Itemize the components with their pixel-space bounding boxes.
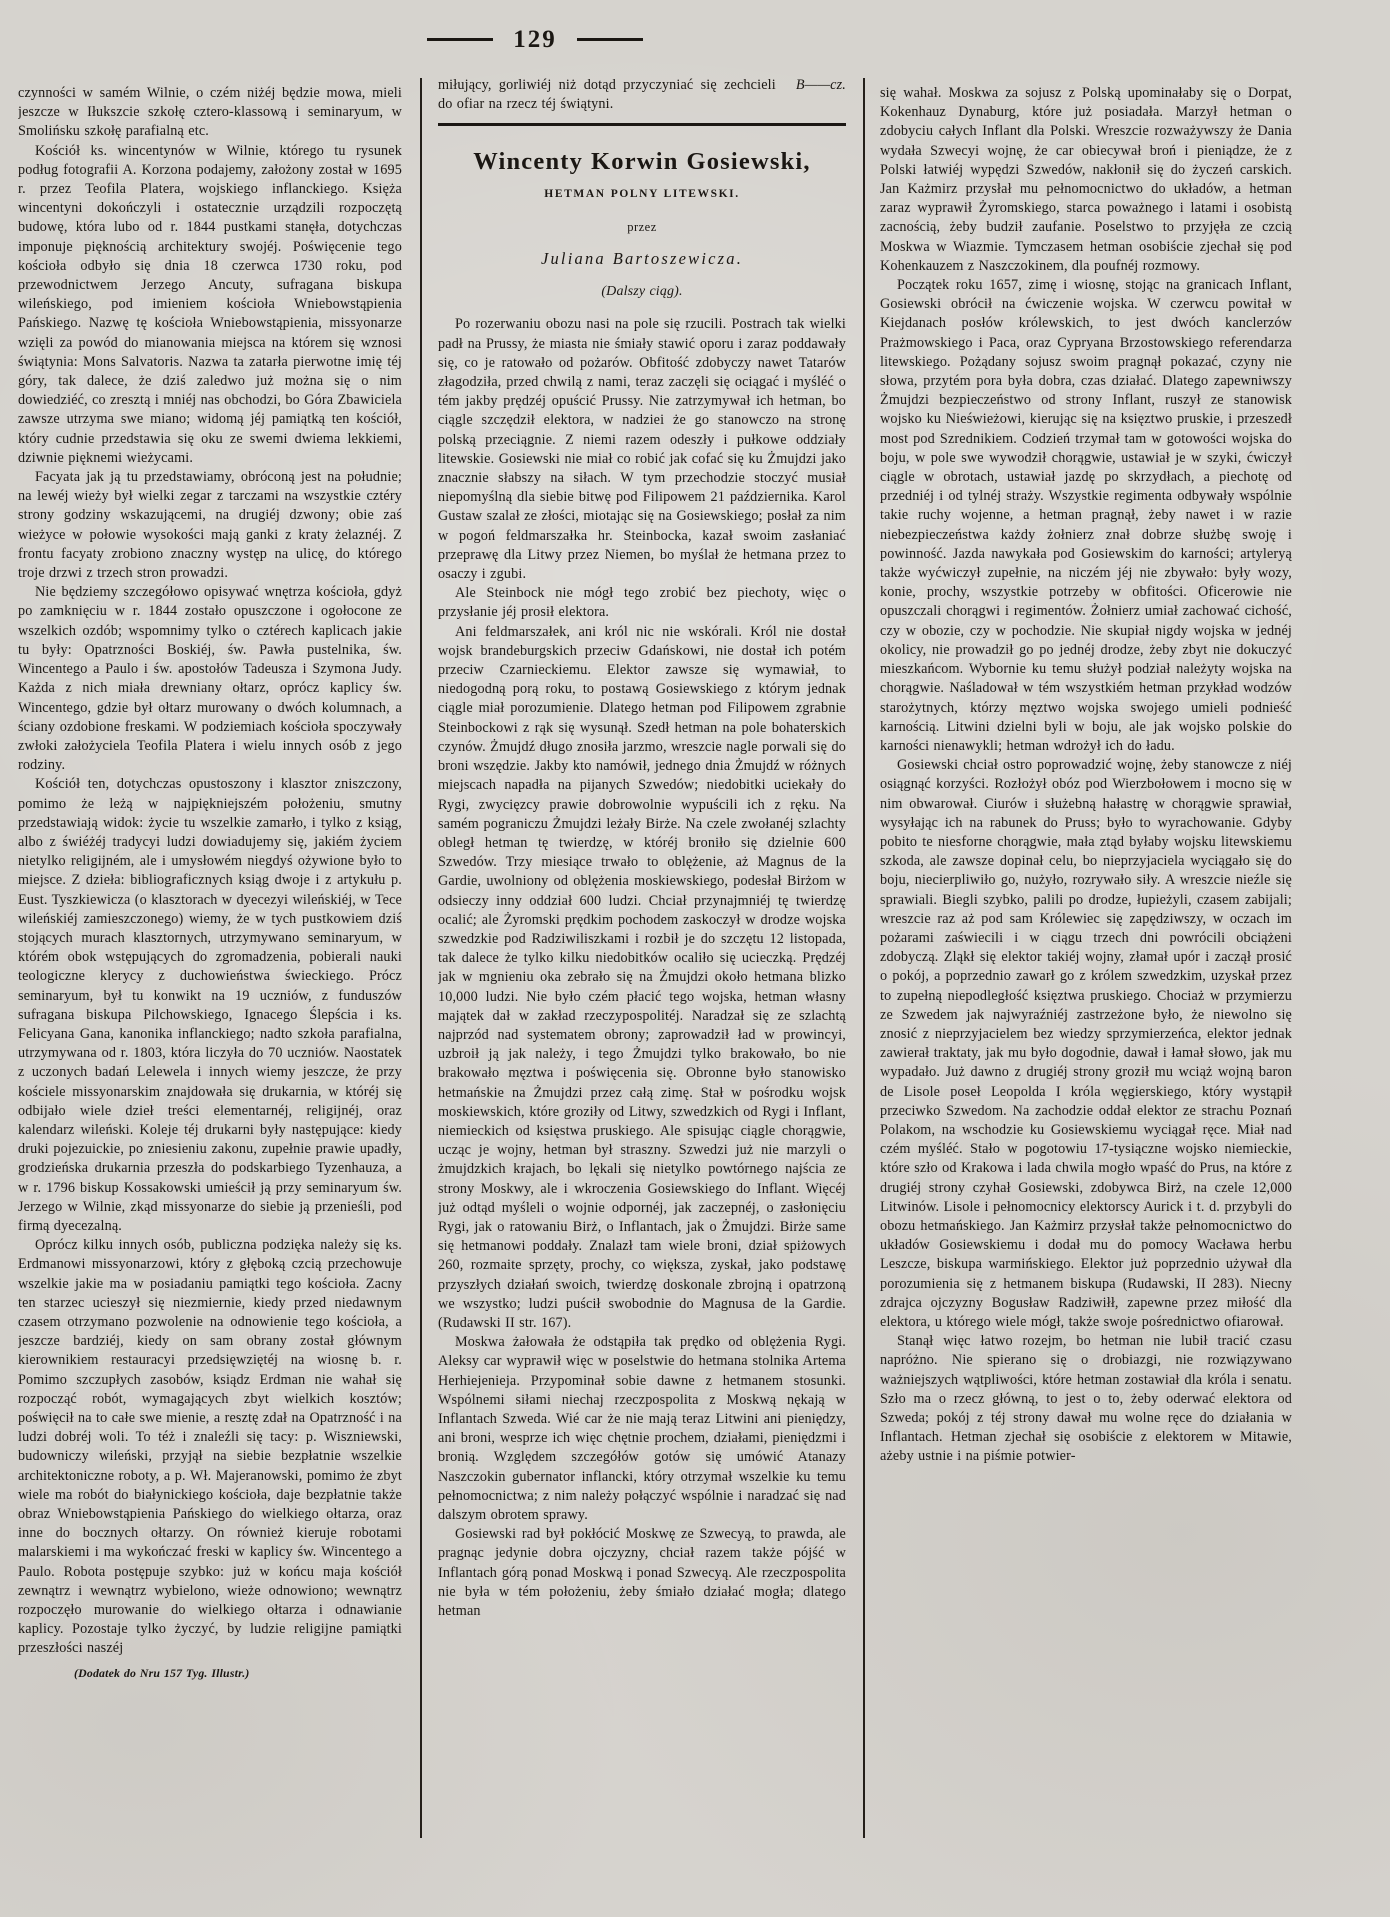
paragraph: Ale Steinbock nie mógł tego zrobić bez piechoty, więc o przysłanie jéj prosił elektora. bbox=[438, 585, 846, 621]
middle-column-paragraphs bbox=[438, 315, 846, 1621]
paragraph: Gosiewski rad był pokłócić Moskwę ze Szwecyą, to prawda, ale pragnąc jedynie dobra ojczyzny, chciał razem także pójść w Inflantach górą ponad Moskwą i ponad Szwecyą. Ale rzeczpospolita nie była w tém położeniu, żeby śmiało działać mogła; dlatego hetman bbox=[438, 1526, 846, 1620]
paragraph: Moskwa żałowała że odstąpiła tak prędko od oblężenia Rygi. Aleksy car wyprawił więc w poselstwie do hetmana stolnika Artema Herhiejenieja. Przypominał sobie dawne z hetmanem stosunki. Wspólnemi siłami niechaj rzeczpospolita z Moskwą nękają w Inflantach Szweda. Wié car że nie mają teraz Litwini ani pieniędzy, ani broni, wesprze ich więc chętnie prochem, działami, pieniędzmi i bronią. Względem szczegółów gotów się umówić Atanazy Naszczokin gubernator inflancki, który otrzymał wszelkie ku temu pełnomocnictwa; z nim należy połączyć wspólnie i naradzać się nad dalszym obrotem sprawy. bbox=[438, 1334, 846, 1524]
article-title: Wincenty Korwin Gosiewski, bbox=[473, 148, 811, 176]
header-dash-right bbox=[577, 38, 643, 41]
intro-text: miłujący, gorliwiéj niż dotąd przyczyniać się zechcieli do ofiar na rzecz téj świątyni. bbox=[438, 77, 776, 113]
paragraph: Ani feldmarszałek, ani król nic nie wskórali. Król nie dostał wojsk brandeburgskich przeciw Gdańskowi, nie dostał ich potém przeciw Czarnieckiemu. Elektor zawsze się wymawiał, to niedogodną porą roku, to postawą Gosiewskiego z którym jednak ciągle miał porozumienie. Dlatego hetman pod Filipowem zgrabnie Steinbockowi z rąk się wysunął. Szedł hetman na pole bohaterskich czynów. Żmujdź długo znosiła jarzmo, wreszcie nagle porwali się do broni wszędzie. Jakby kto namówił, jednego dnia Żmujdź w różnych miejscach napadła na pijanych Szwedów; niedobitki uciekały do Rygi, zwycięzcy prawie dobrowolnie wypuścili ich z ręku. Na samém pograniczu Żmujdzi leżały Birże. Na czele zwołanéj szlachty obległ hetman tę twierdzę, w któréj broniło się dzielnie 600 Szwedów. Trzy miesiące trwało to oblężenie, aż Magnus de la Gardie, uwolniony od oblężenia moskiewskiego, podesłał Birżom w odsieczy inny oddział 600 ludzi. Chciał przynajmniéj tę twierdzę ocalić; ale Żyromski prędkim pochodem zaskoczył w drodze wojska szwedzkie pod Radziwiliszkami i rozbił je do szczętu 12 listopada, tak dalece że tylko kilku niedobitków ocaliło się ucieczką. Prędzéj jak w mgnieniu oka zebrało się na Żmujdzi około hetmana blizko 10,000 ludzi. Nie było czém płacić tego wojska, hetman własny majątek dał w zakład rzeczypospolitéj. Naradzał się ze szlachtą najprzód nad systematem obrony; zaprowadził ład w prowincyi, uzbroił ją jak należy, i tego Żmujdzi tylko brakowało, bo nie brakowało męztwa i poświęcenia się. Obronne było stanowisko hetmańskie na Żmujdzi przez całą zimę. Stał w pośrodku wojsk moskiewskich, które groziły od Litwy, szwedzkich od Rygi i Inflant, niemieckich od księstwa pruskiego. Ale spisując ciągle chorągwie, ucząc je wojny, hetman był straszny. Szwedzi już nie marzyli o żmujdzkich krajach, bo lękali się nietylko powtórnego najścia ze strony Moskwy, ale i wkroczenia Gosiewskiego do Inflant. Więcéj już odtąd myśleli o wojnie odpornéj, jak zaczepnéj, o zasłonięciu Rygi, jak o ratowaniu Birż, o Inflantach, jak o Żmujdzi. Birże same się hetmanowi poddały. Znalazł tam wiele broni, dział spiżowych 260, rozmaite sprzęty, prochy, co większa, zyskał, jako podstawę przyszłych działań swoich, twierdzę doskonale zbrojną i opatrzoną we wszystko; ludzi puścił swobodnie do Magnusa de la Gardie. (Rudawski II str. 167). bbox=[438, 623, 846, 1331]
column-divider-left bbox=[420, 78, 422, 1838]
paragraph: Początek roku 1657, zimę i wiosnę, stojąc na granicach Inflant, Gosiewski obrócił na ćwiczenie wojska. W czerwcu powitał w Kiejdanach posłów królewskich, to jest dwóch kanclerzów Prażmowskiego i Paca, oraz Cypryana Brzostowskiego referendarza litewskiego. Pożądany sojusz swoim pragnął pokazać, czyny nie słowa, przytém pora była dobra, czas działać. Dlatego zapewniwszy Żmujdzi bezpieczeństwo od strony Inflant, ruszył ze stanowisk wojsko ku Nieświeżowi, kierując się na księztwo pruskie, i przeszedł most pod Szrednikiem. Codzień trzymał tam w gotowości wojska do boju, w pole swe wywodził chorągwie, ustawiał je w szyki, ćwiczył ciągle w obrotach, ustawiał jazdę po skrzydłach, a piechotę od przedniéj i od tylnéj straży. Wszystkie regimenta odbywały wspólnie takie ruchy wojenne, a hetman pragnął, żeby nawet i w razie niebezpieczeństwa każdy żołnierz znał dobrze służbę swoję i powinność. Jazda nawykała pod Gosiewskim do karności; artyleryą także wyćwiczył zupełnie, na niczém jéj nie zbywało: były wozy, konie, prochy, wszystkie potrzeby w obfitości. Oficerowie nie opuszczali chorągwi i regimentów. Żołnierz umiał zachować cichość, czy w obozie, czy w pochodzie. Nie skupiał nigdy wojska w jednéj okolicy, nie prowadził go po jednéj drodze, żeby zbyt nie dokuczyć mieszkańcom. Wybornie ku temu służył podział należyty wojska na chorągwie. Naśladował w tém wszystkiém hetman przykład wodzów starożytnych, którzy męztwo wojska swojego umieli podnieść karnością. Litwini dzielni byli w boju, ale jak wojsko polskie do karności nienawykli; hetman wdrożył ich do ładu. bbox=[880, 277, 1292, 754]
paragraph: Nie będziemy szczegółowo opisywać wnętrza kościoła, gdyż po zamknięciu w r. 1844 zostało opuszczone i ogołocone ze wszelkich ozdób; wspomnimy tylko o cztérech kaplicach jakie tu były: Opatrzności Boskiéj, św. Pawła pustelnika, św. Wincentego a Paulo i św. apostołów Tadeusza i Szymona Judy. Każda z nich miała drewniany ołtarz, oprócz kaplicy św. Wincentego, gdzie był ołtarz murowany o dwóch kolumnach, a ściany ozdobione freskami. W podziemiach kościoła spoczywały zwłoki założyciela Teofila Platera i wielu innych osób z jego rodziny. bbox=[18, 584, 402, 774]
right-column-paragraphs bbox=[880, 84, 1292, 1467]
paragraph: Stanął więc łatwo rozejm, bo hetman nie lubił tracić czasu napróżno. Nie spierano się o drobiazgi, nie rozwiązywano ważniejszych wątpliwości, które hetman zostawiał dla króla i senatu. Szło ma o rzecz główną, to jest o to, żeby oderwać elektora od Szweda; pokój z téj strony dawał mu wolne ręce do działania w Inflantach. Hetman zjechał się osobiście z elektorem w Mitawie, ażeby ustnie i na piśmie potwier- bbox=[880, 1333, 1292, 1465]
paragraph: Facyata jak ją tu przedstawiamy, obróconą jest na południe; na lewéj wieży był wielki zegar z tarczami na wszystkie cztéry strony godziny wskazującemi, na drugiéj dzwony; obie zaś wieżyce w połowie wysokości mają ganki z kraty żelaznéj. Z frontu facyaty zrobiono znaczny występ na ulicę, do którego troje drzwi z trzech stron prowadzi. bbox=[18, 469, 402, 582]
right-column bbox=[880, 84, 1292, 1844]
article-author: Juliana Bartoszewicza. bbox=[540, 249, 744, 269]
page-number: 129 bbox=[513, 25, 557, 53]
paragraph: Oprócz kilku innych osób, publiczna podzięka należy się ks. Erdmanowi missyonarzowi, który z głęboką czcią przechowuje wszelkie jakie ma w posiadaniu pamiątki tego kościoła. Zacny ten starzec ucieszył się niezmiernie, kiedy przed niedawnym czasem otrzymano pozwolenie na odnowienie tego kościoła, a jeszcze bardziéj, kiedy on sam obrany został głównym kierownikiem restauracyi przedsięwziętéj na wiosnę b. r. Pomimo szczupłych zasobów, ksiądz Erdman nie wahał się rozpocząć robót, wymagających zbyt wielkich kosztów; poświęcił na to całe swe mienie, a resztę zdał na Opatrzność i na ludzi dobréj woli. To téż i znaleźli się tacy: p. Wiszniewski, budowniczy wileński, przyjął na siebie bezpłatnie wszelkie architektoniczne roboty, a p. Wł. Majeranowski, pomimo że zbyt wiele ma robót do białynickiego kościoła, daje bezpłatnie także obraz Wniebowstąpienia Pańskiego do wielkiego ołtarza, oraz inne do bocznych ołtarzy. On również kieruje robotami malarskiemi i ma wykończać freski w kaplicy św. Wincentego a Paulo. Robota postępuje szybko: już w końcu maja kościół zewnątrz i wewnątrz wybielono, wieże odnowiono; wewnątrz rozpoczęło murowanie do wielkiego ołtarza i odnawianie kaplicy. Pozostaje tylko życzyć, by ludzie religijne pamiątki przeszłości naszéj bbox=[18, 1237, 402, 1657]
paragraph: czynności w samém Wilnie, o czém niżéj będzie mowa, mieli jeszcze w Iłukszcie szkołę cztero-klassową i seminaryum, w Smolińsku szkołę parafialną etc. bbox=[18, 85, 402, 140]
page-header bbox=[320, 24, 750, 54]
article-subtitle: HETMAN POLNY LITEWSKI. bbox=[544, 187, 740, 200]
paragraph: Kościół ks. wincentynów w Wilnie, którego tu rysunek podług fotografii A. Korzona podajemy, założony został w 1695 r. przez Teofila Platera, wojskiego inflanckiego. Księża wincentyni dokończyli i ostatecznie urządzili rozpoczętą budowę, która lubo od r. 1844 pustkami stanęła, dotychczas imponuje pięknością architektury swojéj. Poświęcenie tego kościoła odbyło się dnia 18 czerwca 1730 roku, pod przewodnictwem Jerzego Ancuty, sufragana biskupa wileńskiego, pod imieniem kościoła Wniebowstąpienia Pańskiego. Nazwę tę kościoła Wniebowstąpienia, missyonarze wzięli za powód do mianowania miejsca na którem się wznosi świątynia: Mons Salvatoris. Nazwa ta zatarła pierwotne imię téj góry, tak dalece, że dziś zaledwo już można się o nim dowiedziéć, co zresztą i mniéj nas obchodzi, bo Góra Zbawiciela zawsze utrzyma swe miano; widomą jéj pamiątką ten kościół, który cudnie przedstawia się oku ze swemi dwiema lekkiemi, dziwnie pięknemi wieżycami. bbox=[18, 142, 402, 466]
paragraph: Gosiewski chciał ostro poprowadzić wojnę, żeby stanowcze z niéj osiągnąć korzyści. Rozłożył obóz pod Wierzbołowem i mocno się w nim obwarował. Ciurów i służebną hałastrę w chorągwie sprawiał, wysyłając ich na rabunek do Pruss; było to wyrachowanie. Gdyby pobito te niesforne chorągwie, mała ztąd byłaby wojsku litewskiemu szkoda, ale zawsze dopinał celu, bo nieprzyjaciela wyciągało się do boju, niecierpliwiło go, nużyło, rozrywało siły. A wreszcie nieźle się sprawiali. Biegli szybko, palili po drodze, łupieżyli, czasem zabijali; wreszcie raz aż pod sam Królewiec się zapędziwszy, w oczach im pożarami zaświecili i w ciągu trzech dni powrócili obciążeni zdobyczą. Zląkł się elektor takiéj wojny, złamał upór i zaczął prosić o pokój, a poprzednio zawarł go z królem szwedzkim, uzyskał przez to zupełną niepodległość księztwa pruskiego. Chociaż w przymierzu ze Szwedem jak najwyraźniéj zastrzeżone było, że niewolno się znosić z nieprzyjacielem bez wiedzy sprzymierzeńca, elektor jednak zawierał traktaty, jak mu było dogodnie, dawał i łamał słowo, jak mu wypadało. Już dawno z drugiéj strony groził mu wciąż wojną baron de Lisole poseł Leopolda I króla węgierskiego, który wystąpił przeciwko Szwedom. Na zachodzie oddał elektor ze strachu Poznań Polakom, na wschodzie ku Gosiewskiemu wyciągał ręce. Miał nad czém myśléć. Stało w pogotowiu 17-tysiączne wojsko niemieckie, które szło od Krakowa i lada chwila mogło wpaść do Prus, na które z drugiéj strony czyhał Gosiewski, zdobywca Birż, na czele 12,000 Litwinów. Lisole i pełnomocnicy elektorscy Aurick i t. d. przybyli do obozu hetmańskiego. Jan Każmirz przysłał także pełnomocnictwo do układów Gosiewskiemu i dodał mu do pomocy Wacława herbu Leszcze, biskupa warmińskiego. Elektor już poprzednio używał dla porozumienia się z hetmanem biskupa (Rudawski, II 283). Niecny zdrajca ojczyzny Bogusław Radziwiłł, zapewne przez miłość dla elektora, u którego wiele mógł, także swoje pośrednictwo ofiarował. bbox=[880, 757, 1292, 1330]
section-rule bbox=[438, 123, 846, 126]
header-dash-left bbox=[427, 38, 493, 41]
author-signature: B——cz. bbox=[795, 77, 846, 93]
left-column bbox=[18, 84, 402, 1820]
column-divider-right bbox=[863, 78, 865, 1838]
paragraph: się wahał. Moskwa za sojusz z Polską upominałaby się o Dorpat, Kokenhauz Dynaburg, które już posiadała. Marzył hetman o zdobyciu całych Inflant dla Polski. Wreszcie rozważywszy że Dania wydała Szwecyi wojnę, że car obiecywał broń i pieniądze, że z Polski łatwiéj wypędzi Szwedów, nakłonił się do życzeń carskich. Jan Każmirz przysłał mu pełnomocnictwo do układów, a hetman zaraz wyprawił Żyromskiego, starca poważnego i latami i osobistą zacnością, żeby budził zaufanie. Poselstwo to przyjęła ze czcią Moskwa w Wiazmie. Tymczasem hetman osobiście zjechał się pod Kohenkauzem z Naszczokinem, dla poufnéj rozmowy. bbox=[880, 85, 1292, 274]
left-column-paragraphs bbox=[18, 84, 402, 1659]
intro-continuation-paragraph bbox=[438, 76, 846, 114]
article-title-block bbox=[438, 148, 846, 301]
paragraph: Kościół ten, dotychczas opustoszony i klasztor zniszczony, pomimo że leżą w najpiękniejszém położeniu, smutny przedstawiają widok: życie tu wszelkie zamarło, i tylko z ksiąg, albo z świéżéj tradycyi ludzi dowiadujemy się, jakiém życiem nietylko religijném, ale i umysłowém niegdyś ożywione było to miejsce. Z dzieła: bibliograficznych ksiąg dwoje i z artykułu p. Eust. Tyszkiewicza (o klasztorach w dyecezyi wileńskiéj, w Tece wileńskiéj zamieszczonego) wiemy, że w tych pustkowiem dziś stojących murach klasztornych, utrzymywano seminaryum, w którém obok wstępujących do zgromadzenia, pobierali nauki teologiczne klerycy z duchowieństwa świeckiego. Prócz seminaryum, był tu konwikt na 19 uczniów, z funduszów sufragana biskupa Pilchowskiego, Ignacego Ślepścia i ks. Felicyana Gana, kanonika inflanckiego; nadto szkoła parafialna, utrzymywana od r. 1803, która liczyła do 70 uczniów. Naostatek z uczonych badań Lelewela i innych wiemy jeszcze, że przy kościele missyonarskim znajdowała się drukarnia, w któréj się odbijało wiele dzieł treści elementarnéj, religijnéj, oraz kalendarz wileński. Koleje téj drukarni były następujące: kiedy druki pojezuickie, po zniesieniu zakonu, zupełnie prawie upadły, grodzieńska drukarnia przeszła do podskarbiego Tyzenhauza, a w r. 1796 biskup Kossakowski umieścił ją przy seminaryum św. Jerzego w Wilnie, zkąd missyonarze do siebie ją przenieśli, pod firmą dyecezalną. bbox=[18, 776, 402, 1234]
byline-prefix: przez bbox=[627, 219, 657, 234]
middle-column bbox=[438, 76, 846, 1844]
paragraph: Po rozerwaniu obozu nasi na pole się rzucili. Postrach tak wielki padł na Prussy, że miasta nie śmiały stawić oporu i zaraz poddawały się, co je ratowało od pożarów. Obfitość zdobyczy nawet Tatarów złagodziła, przed chwilą z nami, teraz zaczęli się ociągać i myśléć o tém jakby prędzéj opuścić Prussy. Nie zatrzymywał ich hetman, bo ciągle szczędził elektora, w nadziei że go stanowczo na stronę polską przeciągnie. Z niemi razem odeszły i pułkowe oddziały litewskie. Gosiewski nie miał co robić jak cofać się ku Żmujdzi jako znacznie słabszy na siłach. W tym przechodzie stoczyć musiał niepomyślną dla siebie bitwę pod Filipowem 21 października. Karol Gustaw szalał ze złości, miotając się na Gosiewskiego; posłał za nim w pogoń feldmarszałka hr. Steinbocka, kazał swoim zasłaniać przeprawę dla Litwy przez Niemen, bo myślał że hetmana przez to osaczy i zgubi. bbox=[438, 316, 846, 583]
issue-footnote: (Dodatek do Nru 157 Tyg. Illustr.) bbox=[74, 1665, 250, 1680]
continuation-note: (Dalszy ciąg). bbox=[601, 284, 683, 300]
